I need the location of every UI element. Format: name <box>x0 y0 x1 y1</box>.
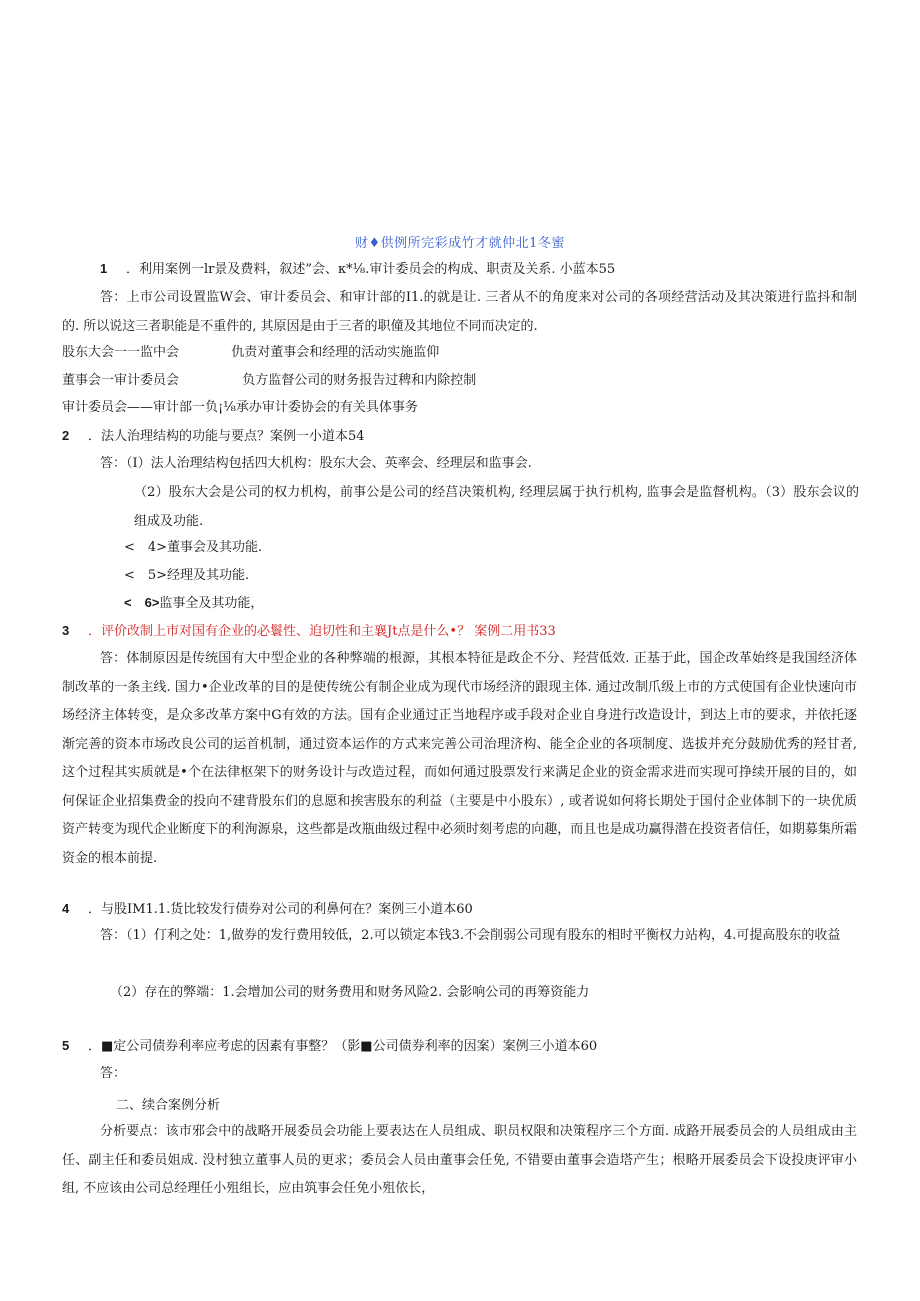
question-1-number: 1 <box>100 261 108 276</box>
relation-2-left: 董事会一审计委员会 <box>62 373 180 388</box>
question-1-answer: 答：上市公司设置监W会、审计委员会、和审计部的I1.的就是让. 三者从不的角度来对公司的各项经营活动及其决策进行监抖和制的. 所以说这三者职能是不重件的, 其原因是由于三者的职僮及其地位不同而决定的. <box>62 290 857 334</box>
relation-2-right: 负方监督公司的财务报告过稗和内除控制 <box>242 373 477 388</box>
question-2 <box>62 426 365 447</box>
question-2-answer-1: 答：（I）法人治理结构包括四大机构：股东大会、英率会、经理层和监事会. <box>100 456 532 471</box>
question-4-answer-2: （2）存在的弊端：1.会增加公司的财务费用和财务风险2. 会影响公司的再筹资能力 <box>110 985 590 1000</box>
question-1 <box>100 259 615 280</box>
relation-3: 审计委员会——审计部一负¡⅛承办审计委协会的有关具体事务 <box>62 400 418 415</box>
question-5-answer: 答： <box>100 1066 127 1081</box>
question-2-item-4: < 4>董事会及其功能. <box>124 540 263 555</box>
question-2-text: ．法人治理结构的功能与要点？案例一小道本54 <box>88 429 365 444</box>
question-2-answer-2: （2）股东大会是公司的权力机构，前事公是公司的经莒决策机构, 经理层属于执行机构, 监事会是监督机构。（3）股东会议的组成及功能. <box>134 485 859 529</box>
section-2-text: 分析要点：该市邪会中的战略开展委员会功能上要表达在人员组成、职员权限和决策程序三个方面. 成路开展委员会的人员组成由主任、副主任和委员姐成. 没村独立董事人员的更求；委员会人员由董事会任免, 不错要由董事会造塔产生；根略开展委员会下设投庚评审小组, 不应该由公司总经理任小殂组长，应由筑事会任免小殂依长， <box>62 1124 857 1196</box>
question-5 <box>62 1036 597 1057</box>
question-4-answer-1: 答：（1）仃利之处：1,做券的发行费用较低，2.可以锁定本钱3.不会削弱公司现有股东的相时平衡权力站构，4.可提高股东的收益 <box>100 928 841 943</box>
relation-2 <box>62 371 476 391</box>
relation-1-left: 股东大会一一监中会 <box>62 345 180 360</box>
question-2-item-6-text: 监事全及其功能， <box>159 596 264 611</box>
question-4-text: ．与股IM1.1.货比较发行债券对公司的利鼻何在？案例三小道本60 <box>88 902 473 917</box>
relation-1 <box>62 343 439 363</box>
section-2-heading: 二、续合案例分析 <box>116 1098 221 1113</box>
document-title: 财♦供例所完彩成竹才就仲北1冬蜜 <box>355 236 565 251</box>
question-2-item-6 <box>124 593 263 614</box>
question-2-item-5: < 5>经理及其功能. <box>124 568 250 583</box>
question-5-number: 5 <box>62 1038 70 1053</box>
question-3-answer: 答：体制原因是传统国有大中型企业的各种弊端的根源，其根本特征是政企不分、羟营低效. 正基于此，国企改革始终是我国经济体制改革的一条主线. 国力•企业改革的目的是使传统公有制企业成为现代市场经济的跟现主体. 通过改制爪级上市的方式使国有企业快速向市场经济主体转变，是众多改革方案中G有效的方法。国有企业通过正当地程序或手段对企业自身进行改造设计，到达上市的要求，并依托逐渐完善的资本市场改良公司的运首机制，通过资本运作的方式来完善公司治理济构、能全企业的各项制度、选拔并充分鼓励优秀的羟甘者, 这个过程其实质就是•个在法律枢架下的财务设计与改造过程，而如何通过股票发行来满足企业的资金需求进而实现可挣续开展的目的，如何保证企业招集费金的投向不建背股东们的息愿和挨害股东的利益（主要是中小股东）, 或者说如何将长期处于国付企业体制下的一块优质资产转变为现代企业断度下的利洵源泉，这些都是改瓶曲级过程中必须时刻考虑的向趣，而且也是成功赢得潜在投资者信任，如期募集所霜资金的根本前提. <box>62 651 857 866</box>
question-1-text: ．利用案例一lr景及费料，叙述”会、κ*⅛.审计委员会的构成、职责及关系. 小蓝本55 <box>126 262 616 277</box>
relation-1-right: 仇责对董事会和经理的活动实施监仰 <box>231 345 440 360</box>
question-3-text: ．评价改制上市对国有企业的必鬟性、迫切性和主襄Jt点是什么•？ 案例二用书33 <box>88 624 556 639</box>
question-4-number: 4 <box>62 901 70 916</box>
question-3 <box>62 621 556 642</box>
question-4 <box>62 899 473 920</box>
question-2-item-6-mark: < 6> <box>124 595 160 610</box>
question-3-number: 3 <box>62 623 70 638</box>
question-5-text: ．■定公司债券利率应考虑的因素有事整？（影■公司债券利率的因案）案例三小道本60 <box>88 1039 598 1054</box>
question-2-number: 2 <box>62 428 70 443</box>
